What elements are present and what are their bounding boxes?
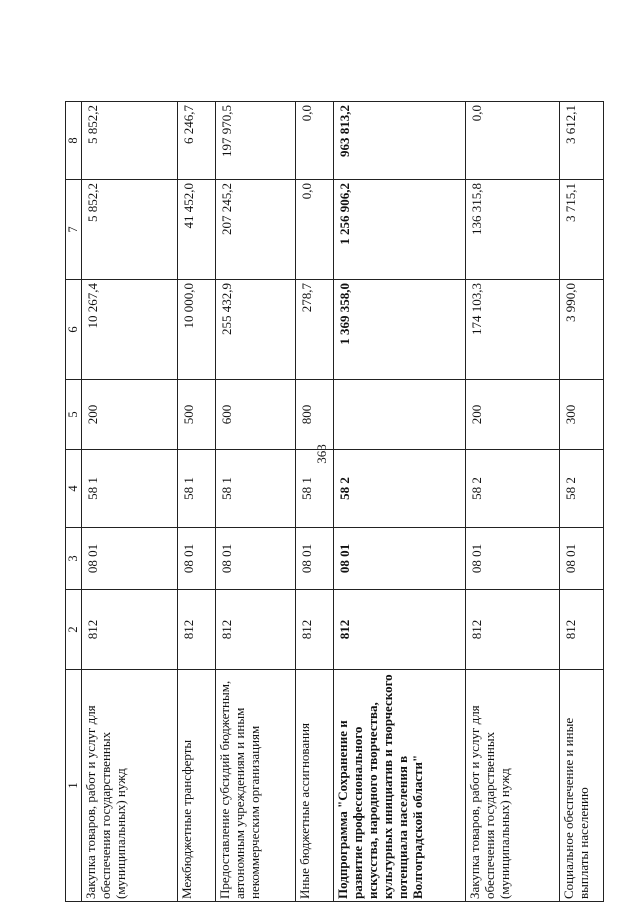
row-name: Иные бюджетные ассигнования bbox=[296, 670, 334, 902]
table-row bbox=[216, 102, 296, 902]
cell-type bbox=[334, 380, 466, 450]
row-name: Подпрограмма "Сохранение и развитие профессионального искусства, народного творчества, культурных инициатив и творческого потенциала населения в Волгоградской области" bbox=[334, 670, 466, 902]
page-number: 363 bbox=[314, 444, 329, 464]
table-row bbox=[560, 102, 604, 902]
cell-code: 812 bbox=[216, 590, 296, 670]
cell-value: 5 852,2 bbox=[82, 102, 178, 180]
header-cell: 1 bbox=[66, 670, 82, 902]
cell-section: 08 01 bbox=[560, 528, 604, 590]
header-cell: 8 bbox=[66, 102, 82, 180]
cell-section: 08 01 bbox=[178, 528, 216, 590]
cell-value: 3 612,1 bbox=[560, 102, 604, 180]
cell-target: 58 1 bbox=[296, 450, 334, 528]
cell-target: 58 2 bbox=[560, 450, 604, 528]
cell-value: 1 369 358,0 bbox=[334, 280, 466, 380]
cell-code: 812 bbox=[466, 590, 560, 670]
cell-target: 58 2 bbox=[466, 450, 560, 528]
header-cell: 4 bbox=[66, 450, 82, 528]
cell-value: 41 452,0 bbox=[178, 180, 216, 280]
header-cell: 2 bbox=[66, 590, 82, 670]
cell-value: 0,0 bbox=[296, 180, 334, 280]
cell-type: 200 bbox=[466, 380, 560, 450]
cell-value: 174 103,3 bbox=[466, 280, 560, 380]
row-name: Межбюджетные трансферты bbox=[178, 670, 216, 902]
cell-value: 963 813,2 bbox=[334, 102, 466, 180]
cell-target: 58 2 bbox=[334, 450, 466, 528]
row-name: Предоставление субсидий бюджетным, автономным учреждениям и иным некоммерческим организациям bbox=[216, 670, 296, 902]
cell-type: 500 bbox=[178, 380, 216, 450]
cell-target: 58 1 bbox=[82, 450, 178, 528]
cell-value: 136 315,8 bbox=[466, 180, 560, 280]
cell-target: 58 1 bbox=[216, 450, 296, 528]
cell-type: 300 bbox=[560, 380, 604, 450]
cell-value: 0,0 bbox=[296, 102, 334, 180]
cell-target: 58 1 bbox=[178, 450, 216, 528]
header-cell: 3 bbox=[66, 528, 82, 590]
table-row bbox=[82, 102, 178, 902]
table-row bbox=[296, 102, 334, 902]
cell-value: 197 970,5 bbox=[216, 102, 296, 180]
cell-type: 600 bbox=[216, 380, 296, 450]
row-name: Закупка товаров, работ и услуг для обеспечения государственных (муниципальных) нужд bbox=[466, 670, 560, 902]
cell-section: 08 01 bbox=[82, 528, 178, 590]
cell-value: 1 256 906,2 bbox=[334, 180, 466, 280]
header-cell: 7 bbox=[66, 180, 82, 280]
header-row bbox=[66, 102, 82, 902]
cell-section: 08 01 bbox=[216, 528, 296, 590]
cell-code: 812 bbox=[178, 590, 216, 670]
cell-code: 812 bbox=[296, 590, 334, 670]
cell-value: 278,7 bbox=[296, 280, 334, 380]
cell-value: 3 990,0 bbox=[560, 280, 604, 380]
cell-type: 200 bbox=[82, 380, 178, 450]
budget-table bbox=[65, 101, 604, 902]
rotated-page bbox=[65, 50, 625, 902]
cell-value: 10 000,0 bbox=[178, 280, 216, 380]
table-row bbox=[178, 102, 216, 902]
cell-code: 812 bbox=[560, 590, 604, 670]
cell-code: 812 bbox=[334, 590, 466, 670]
cell-section: 08 01 bbox=[334, 528, 466, 590]
row-name: Закупка товаров, работ и услуг для обеспечения государственных (муниципальных) нужд bbox=[82, 670, 178, 902]
header-cell: 5 bbox=[66, 380, 82, 450]
cell-section: 08 01 bbox=[296, 528, 334, 590]
cell-value: 5 852,2 bbox=[82, 180, 178, 280]
cell-value: 255 432,9 bbox=[216, 280, 296, 380]
table-row bbox=[466, 102, 560, 902]
cell-type: 800 bbox=[296, 380, 334, 450]
cell-value: 3 715,1 bbox=[560, 180, 604, 280]
cell-value: 10 267,4 bbox=[82, 280, 178, 380]
cell-value: 207 245,2 bbox=[216, 180, 296, 280]
cell-code: 812 bbox=[82, 590, 178, 670]
row-name: Социальное обеспечение и иные выплаты населению bbox=[560, 670, 604, 902]
cell-section: 08 01 bbox=[466, 528, 560, 590]
table-row-subprogram bbox=[334, 102, 466, 902]
header-cell: 6 bbox=[66, 280, 82, 380]
cell-value: 0,0 bbox=[466, 102, 560, 180]
cell-value: 6 246,7 bbox=[178, 102, 216, 180]
